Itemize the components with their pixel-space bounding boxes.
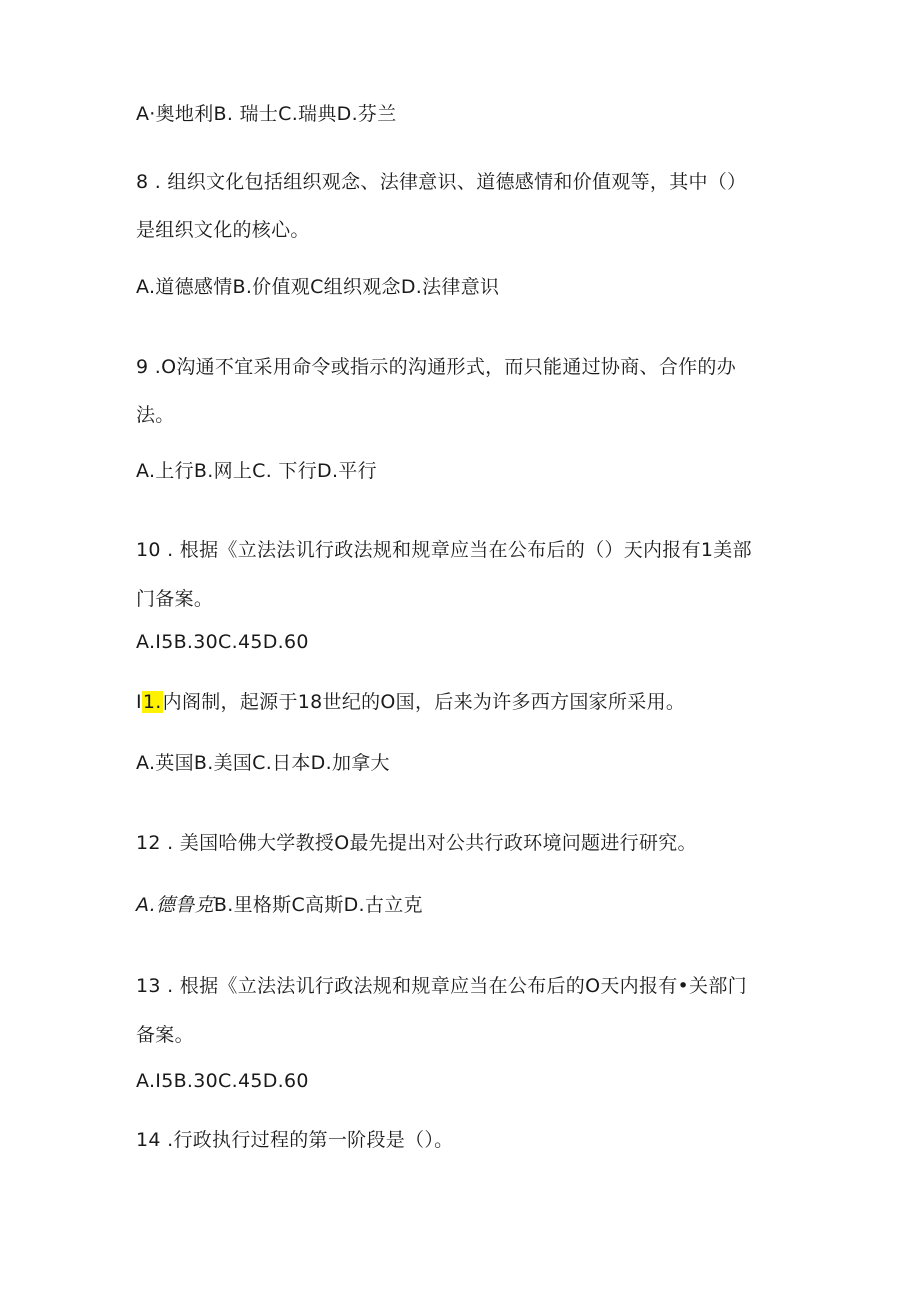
q8-text-line1: 8 . 组织文化包括组织观念、法律意识、道德感情和价值观等，其中（） xyxy=(136,171,747,193)
q12-options-rest: B.里格斯C高斯D.古立克 xyxy=(213,894,423,916)
q13-text-line1: 13 . 根据《立法法讥行政法规和规章应当在公布后的O天内报有•关部门 xyxy=(136,975,747,997)
q14-text: 14 .行政执行过程的第一阶段是（）。 xyxy=(136,1129,454,1151)
q11-highlighted-number: 1. xyxy=(142,691,162,713)
q11-options: A.英国B.美国C.日本D.加拿大 xyxy=(136,752,390,774)
q9-text-line2: 法。 xyxy=(136,404,175,426)
q11-text xyxy=(136,690,685,714)
q10-options: A.I5B.30C.45D.60 xyxy=(136,631,309,653)
q8-options: A.道德感情B.价值观C组织观念D.法律意识 xyxy=(136,276,500,298)
q11-body: 内阁制，起源于18世纪的O国，后来为许多西方国家所采用。 xyxy=(162,691,686,713)
q12-text: 12 . 美国哈佛大学教授O最先提出对公共行政环境问题进行研究。 xyxy=(136,832,697,854)
q10-text-line2: 门备案。 xyxy=(136,588,214,610)
q13-options: A.I5B.30C.45D.60 xyxy=(136,1070,309,1092)
q9-options: A.上行B.网上C. 下行D.平行 xyxy=(136,460,377,482)
q8-text-line2: 是组织文化的核心。 xyxy=(136,219,310,241)
q10-text-line1: 10 . 根据《立法法讥行政法规和规章应当在公布后的（）天内报有1美部 xyxy=(136,539,752,561)
q9-text-line1: 9 .O沟通不宜采用命令或指示的沟通形式，而只能通过协商、合作的办 xyxy=(136,356,737,378)
q11-prefix: I xyxy=(136,691,142,713)
q12-option-a: A.德鲁克 xyxy=(136,894,214,916)
q12-options xyxy=(136,893,423,917)
q13-text-line2: 备案。 xyxy=(136,1024,194,1046)
q7-options: A·奥地利B. 瑞士C.瑞典D.芬兰 xyxy=(136,103,397,125)
